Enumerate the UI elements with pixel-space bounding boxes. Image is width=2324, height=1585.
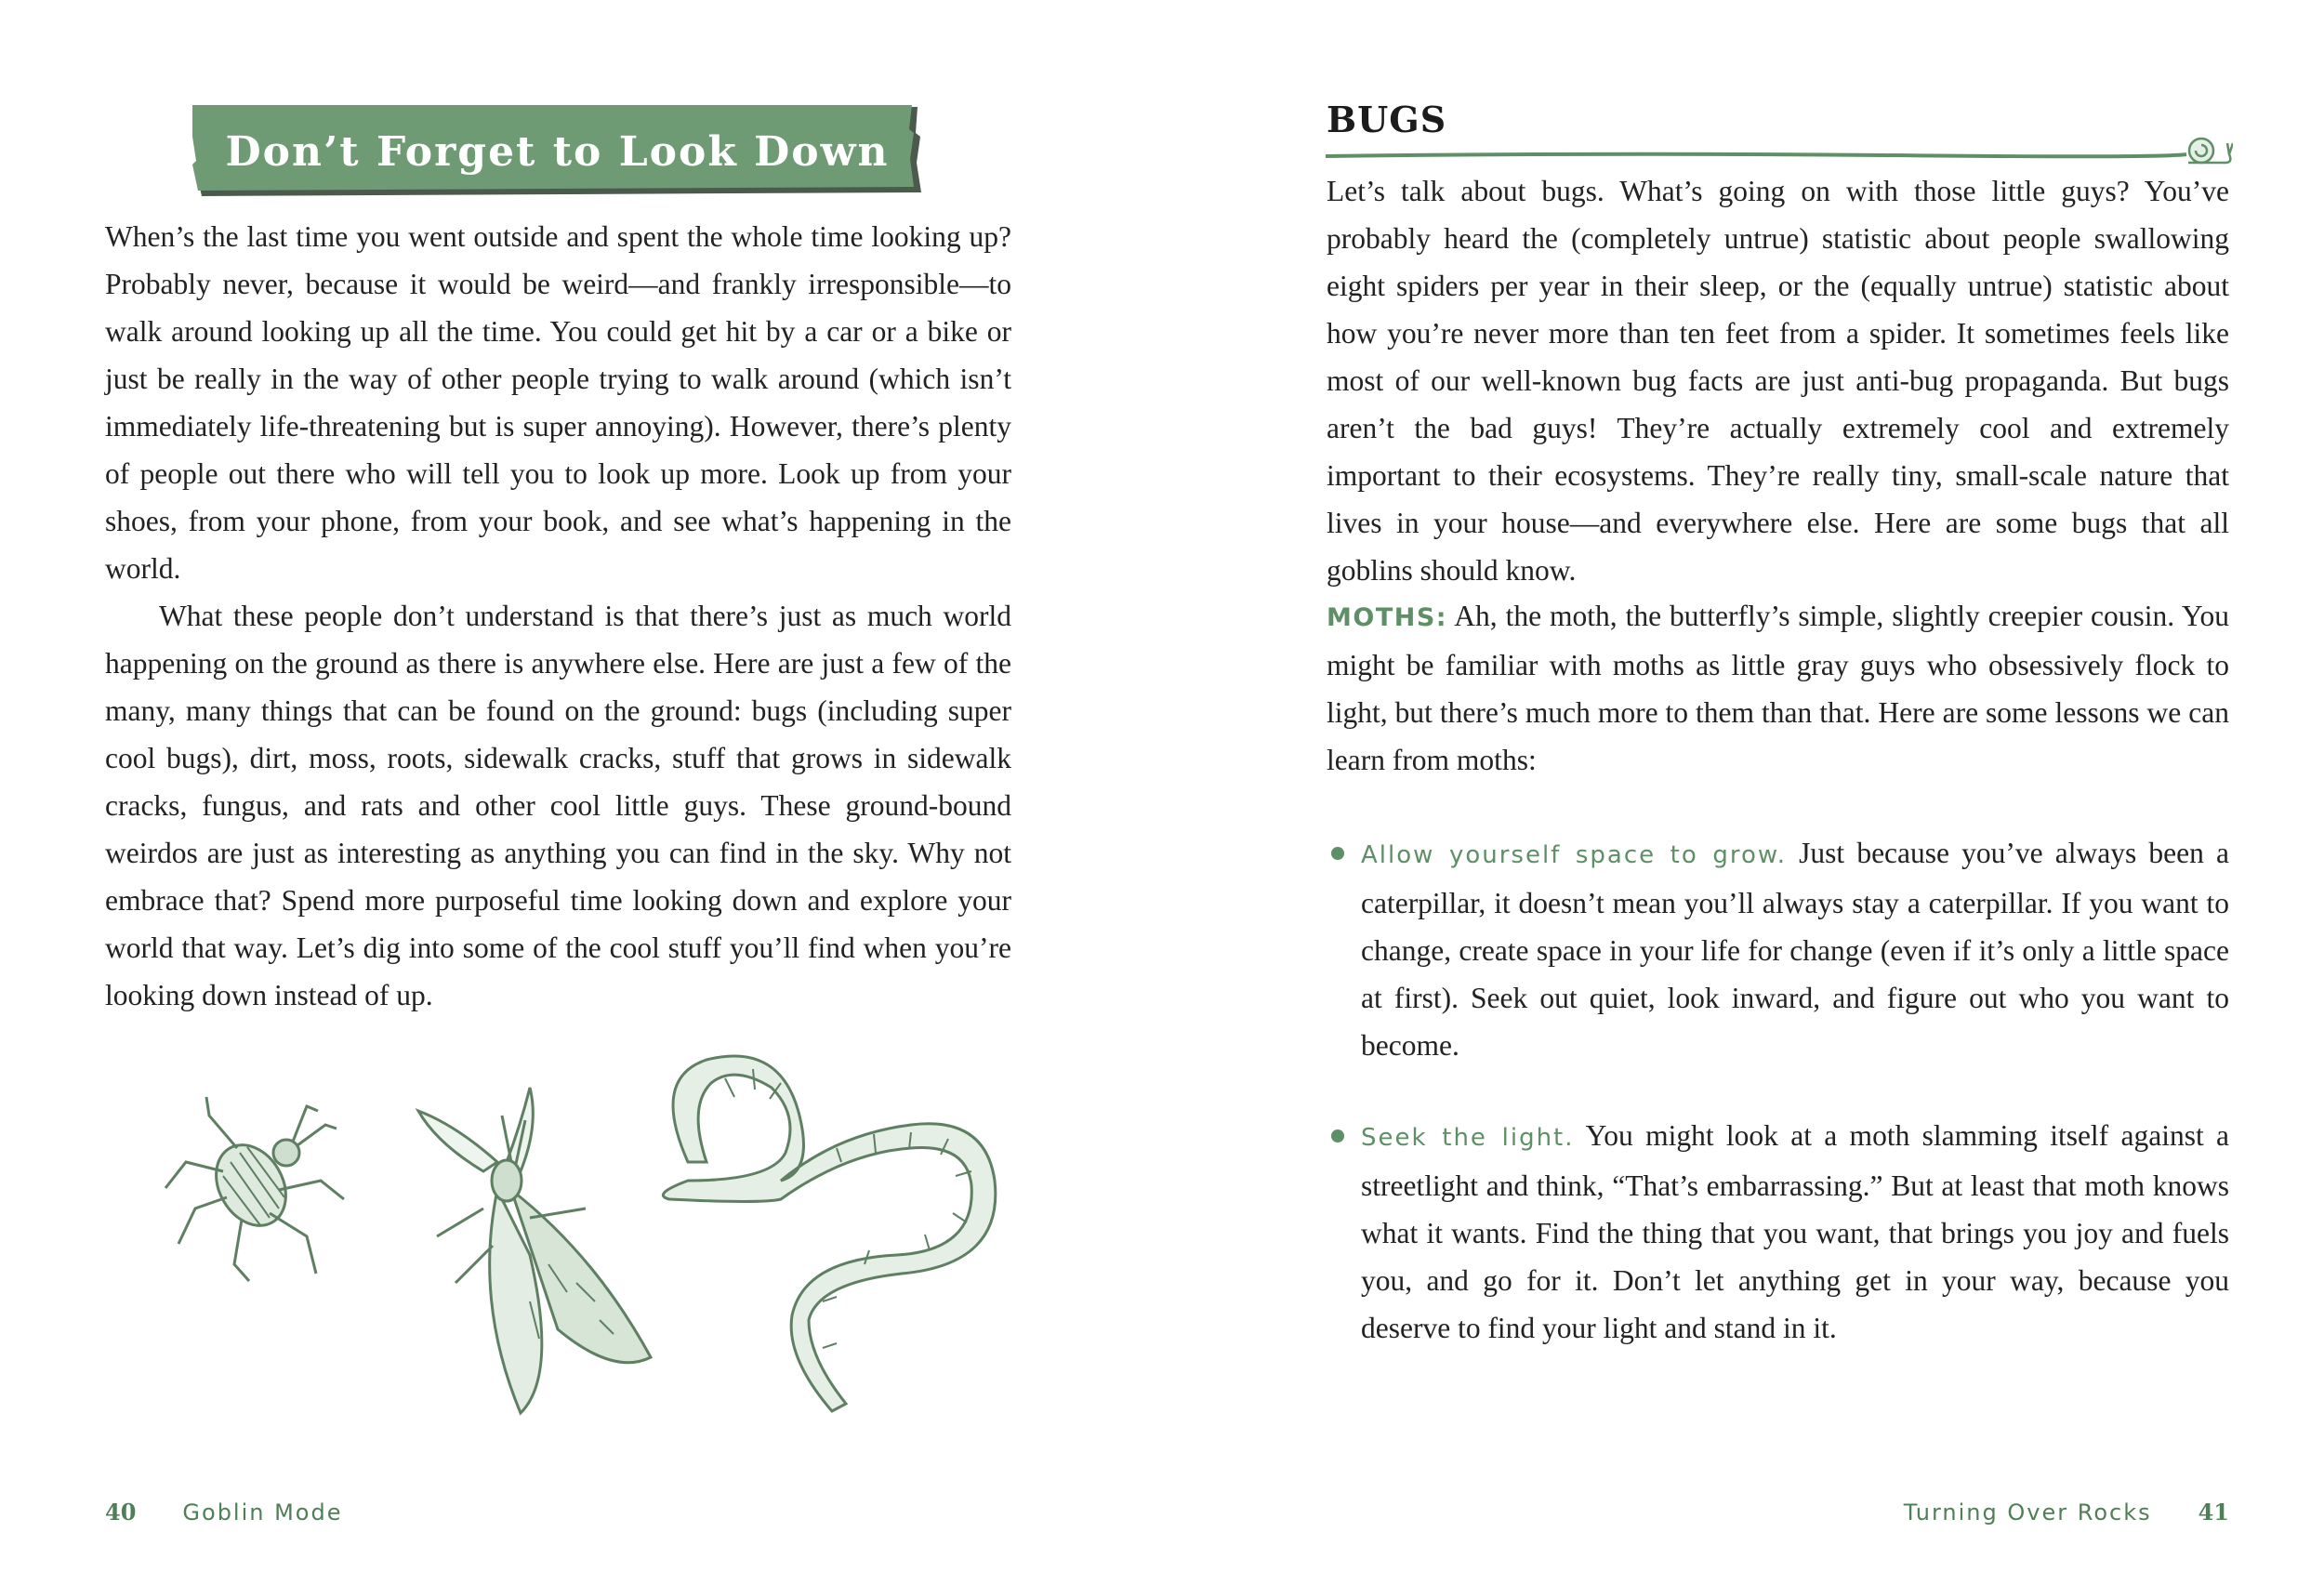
page-number: 41 <box>2198 1499 2229 1526</box>
moths-paragraph <box>1327 592 2229 784</box>
bugs-intro-text <box>1327 167 2229 594</box>
bugs-illustration <box>130 1023 1041 1450</box>
bullet-text: You might look at a moth slamming itself against a streetlight and think, “That’s embarrassing.” But at least that moth knows what it wants. Find the thing that you want, that brings you joy and fuels you, and go for it. Don’t let anything get in your way, because you deserve to find your light and stand in it. <box>1361 1119 2230 1344</box>
running-title: Goblin Mode <box>182 1499 343 1526</box>
bullet-text: Just because you’ve always been a caterpillar, it doesn’t mean you’ll always stay a caterpillar. If you want to change, create space in your life for change (even if it’s only a little space at first). Seek out quiet, look inward, and figure out who you want to become. <box>1361 837 2229 1062</box>
paragraph: Let’s talk about bugs. What’s going on with those little guys? You’ve probably heard the (completely untrue) statistic about people swallowing eight spiders per year in their sleep, or the (equally untrue) statistic about how you’re never more than ten feet from a spider. It sometimes feels like most of our well-known bug facts are just anti-bug propaganda. But bugs aren’t the bad guys! They’re actually extremely cool and extremely important to their ecosystems. They’re really tiny, small-scale nature that lives in your house—and everywhere else. Here are some bugs that all goblins should know. <box>1327 175 2229 587</box>
moths-text: Ah, the moth, the butterfly’s simple, slightly creepier cousin. You might be familiar with moths as little gray guys who obsessively flock to light, but there’s much more to them than that. Here are some lessons we can learn from moths: <box>1327 600 2229 776</box>
bullet-icon <box>1331 847 1344 860</box>
bullet-icon <box>1331 1129 1344 1143</box>
bullet-label: Allow yourself space to grow. <box>1361 841 1787 869</box>
right-folio <box>1904 1499 2229 1526</box>
title-banner <box>192 105 922 198</box>
beetle-illustration <box>165 1097 344 1281</box>
section-heading: BUGS <box>1327 99 1447 140</box>
paragraph: What these people don’t understand is that there’s just as much world happening on the ground as there is anywhere else. Here are just a few of the many, many things that can be found on the ground: bugs (including super cool bugs), dirt, moss, roots, sidewalk cracks, stuff that grows in sidewalk cracks, fungus, and rats and other cool little guys. These ground-bound weirdos are just as interesting as anything you can find in the sky. Why not embrace that? Spend more purposeful time looking down and explore your world that way. Let’s dig into some of the cool stuff you’ll find when you’re looking down instead of up. <box>105 600 1011 1011</box>
running-title: Turning Over Rocks <box>1903 1499 2152 1526</box>
snail-icon <box>2188 139 2233 163</box>
left-body-text <box>105 213 1011 1019</box>
chapter-heading: Don’t Forget to Look Down <box>225 127 890 176</box>
list-item <box>1361 1112 2229 1352</box>
page-number: 40 <box>105 1499 137 1526</box>
section-rule <box>1326 134 2233 171</box>
paragraph: When’s the last time you went outside and spent the whole time looking up? Probably never, because it would be weird—and frankly irresponsible—to walk around looking up all the time. You could get hit by a car or a bike or just be really in the way of other people trying to walk around (which isn’t immediately life-threatening but is super annoying). However, there’s plenty of people out there who will tell you to look up more. Look up from your shoes, from your phone, from your book, and see what’s happening in the world. <box>105 220 1011 585</box>
list-item <box>1361 829 2229 1069</box>
worm-illustration <box>663 1056 995 1411</box>
left-folio <box>105 1499 343 1526</box>
right-page <box>1162 0 2324 1585</box>
bullet-label: Seek the light. <box>1361 1124 1575 1152</box>
moth-illustration <box>418 1088 651 1413</box>
moths-label: MOTHS: <box>1327 603 1448 632</box>
